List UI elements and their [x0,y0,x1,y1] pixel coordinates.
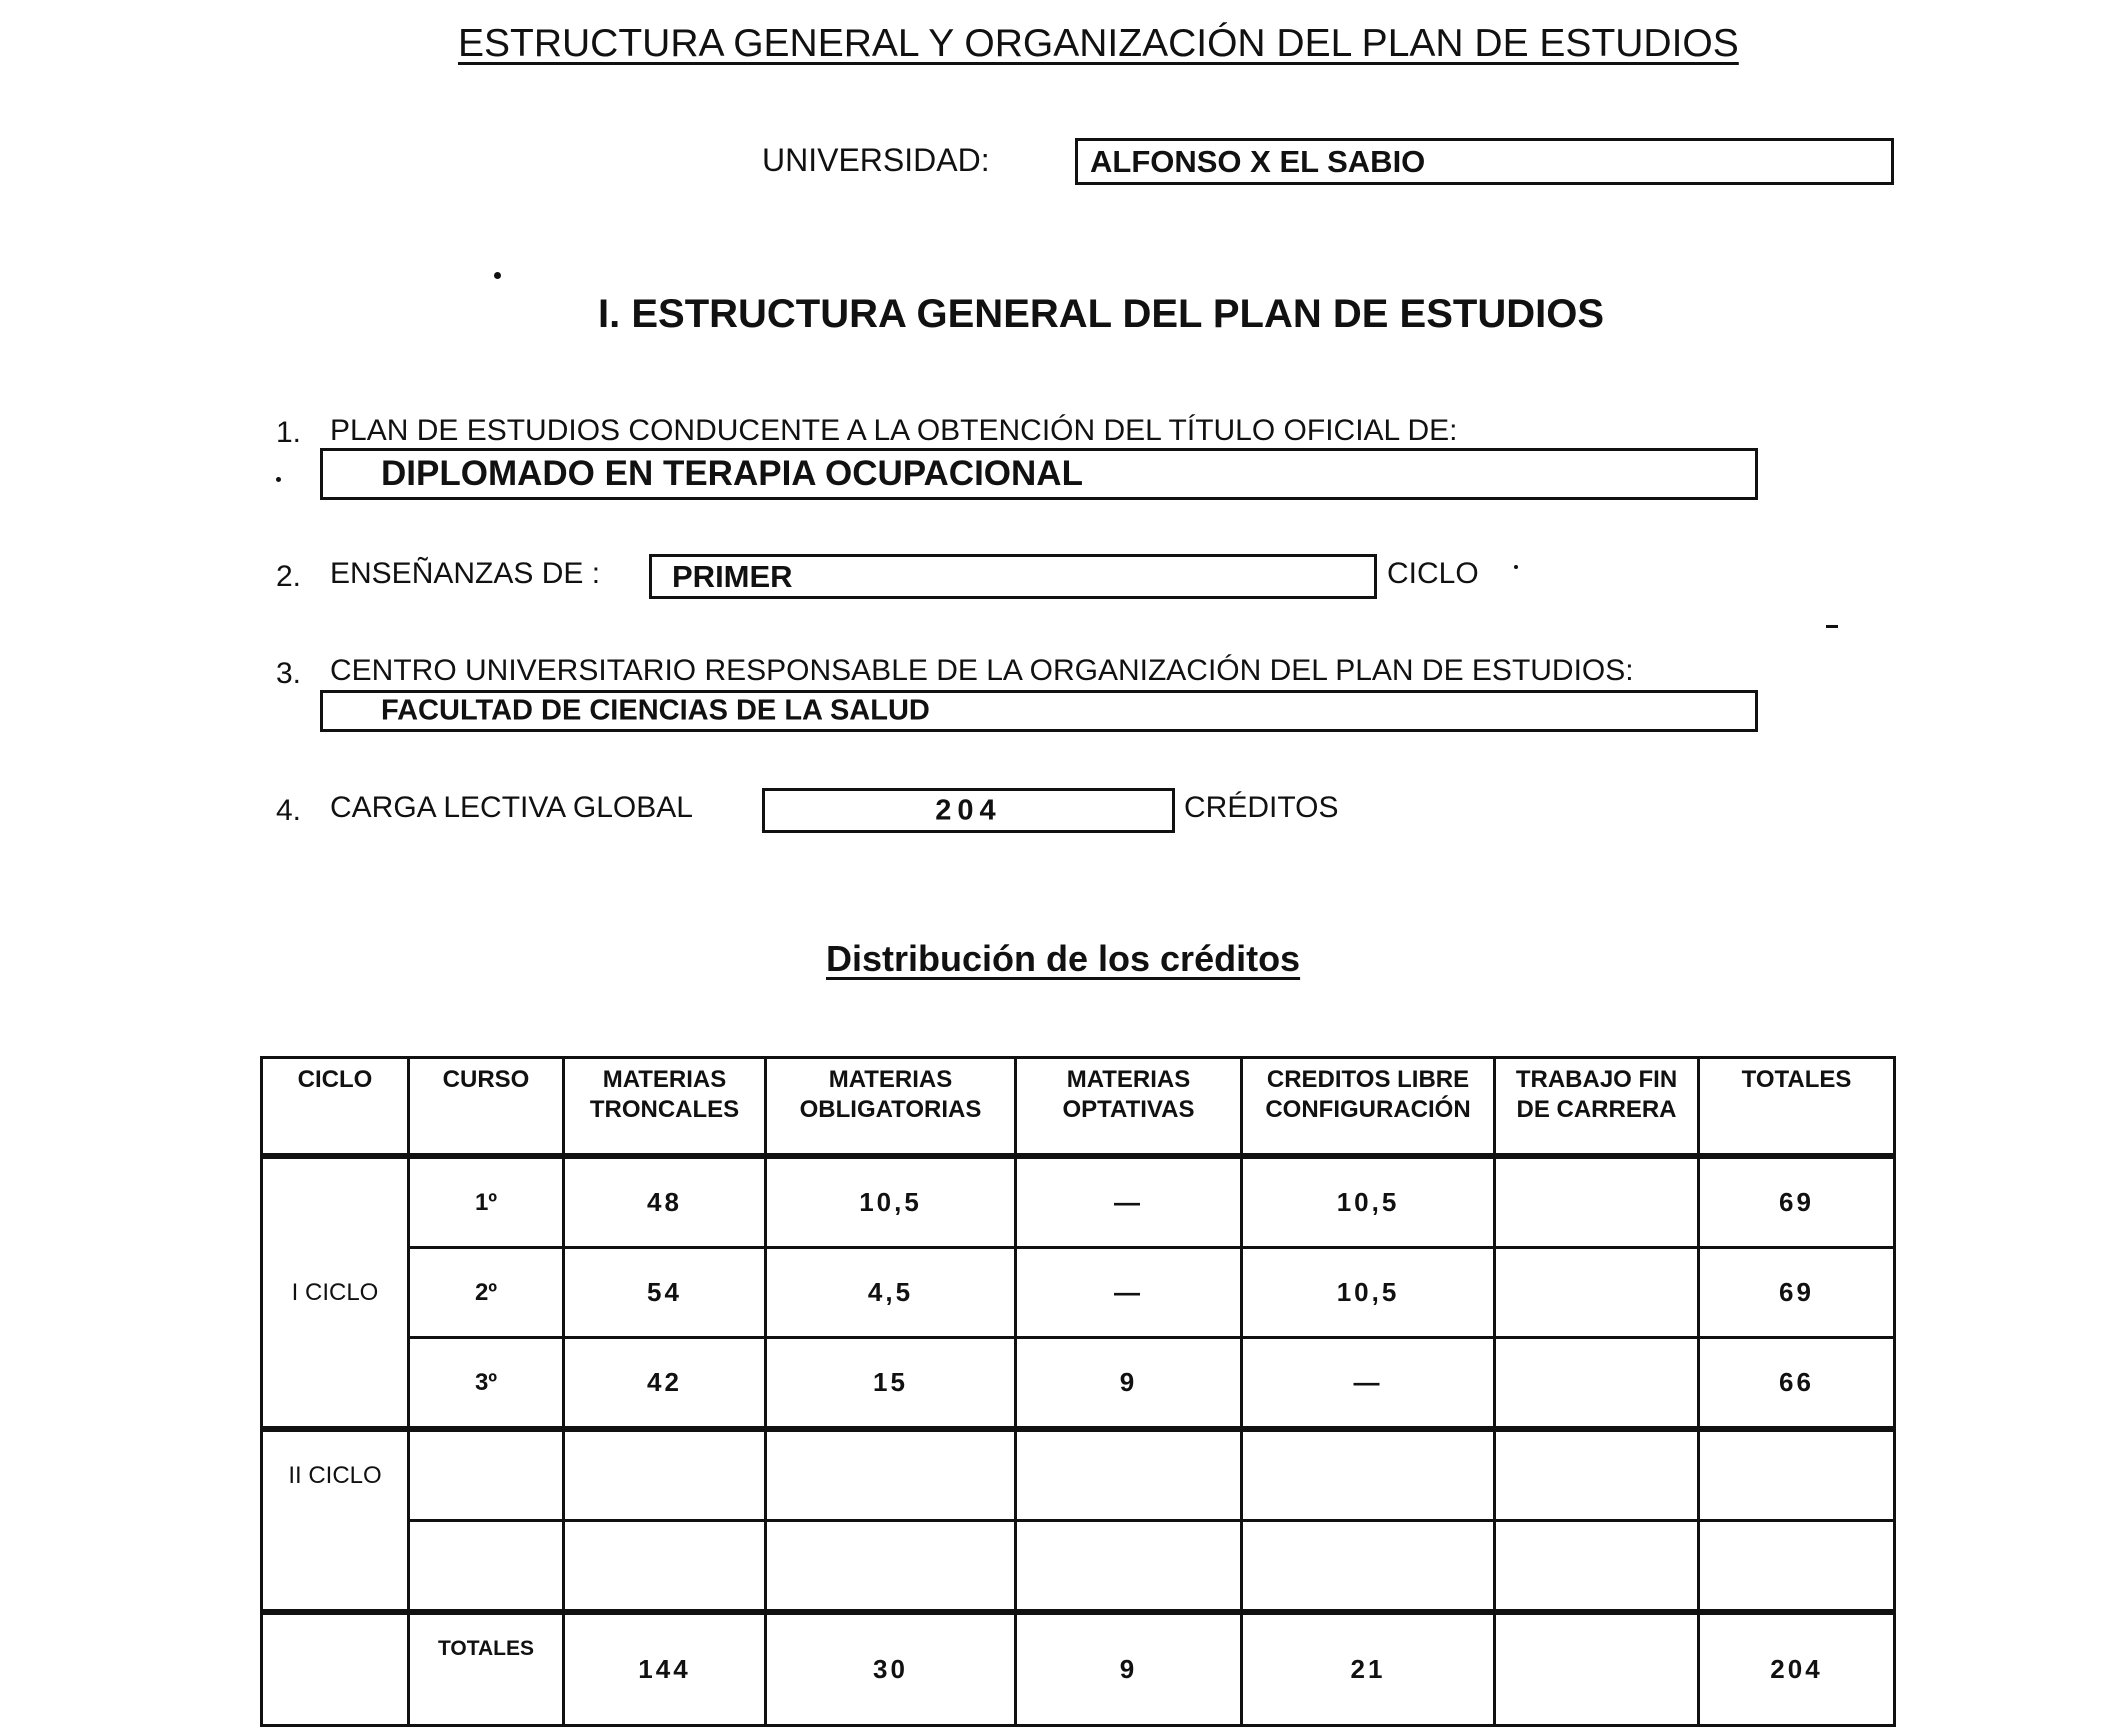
cell-totales: 69 [1699,1248,1895,1338]
cell-totales: 69 [1699,1156,1895,1248]
cell-obligatorias: 4,5 [766,1248,1016,1338]
item2-label: ENSEÑANZAS DE : [330,557,601,590]
header-trabajo-fin: TRABAJO FIN DE CARRERA [1495,1058,1699,1157]
item3-label: CENTRO UNIVERSITARIO RESPONSABLE DE LA ORGANIZACIÓN DEL PLAN DE ESTUDIOS: [330,654,1634,687]
cell-libre: 10,5 [1242,1156,1495,1248]
cell-troncales: 42 [564,1338,766,1430]
total-libre: 21 [1242,1612,1495,1726]
item1-box [320,448,1758,500]
header-totales: TOTALES [1699,1058,1895,1157]
table-totals-row [262,1612,1895,1726]
header-troncales: MATERIAS TRONCALES [564,1058,766,1157]
header-obligatorias: MATERIAS OBLIGATORIAS [766,1058,1016,1157]
cell-libre: — [1242,1338,1495,1430]
table-header-row [262,1058,1895,1157]
cell-trabajo [1495,1156,1699,1248]
item4-value: 204 [935,794,1002,826]
total-optativas: 9 [1016,1612,1242,1726]
cell-totales: 66 [1699,1338,1895,1430]
header-optativas: MATERIAS OPTATIVAS [1016,1058,1242,1157]
cell-troncales: 48 [564,1156,766,1248]
empty-cell [766,1521,1016,1613]
empty-cell [766,1429,1016,1521]
table-row [262,1248,1895,1338]
scan-speck [1514,565,1518,569]
scan-speck [1826,625,1838,628]
empty-cell [1016,1429,1242,1521]
universidad-box [1075,138,1894,185]
table-row [262,1429,1895,1521]
header-libre-configuracion: CREDITOS LIBRE CONFIGURACIÓN [1242,1058,1495,1157]
universidad-value: ALFONSO X EL SABIO [1090,143,1426,179]
item1-value: DIPLOMADO EN TERAPIA OCUPACIONAL [381,454,1083,493]
totals-label: TOTALES [409,1612,564,1726]
item4-number: 4. [276,794,302,827]
total-totales: 204 [1699,1612,1895,1726]
universidad-label: UNIVERSIDAD: [762,142,990,178]
total-trabajo [1495,1612,1699,1726]
empty-cell [1699,1521,1895,1613]
empty-cell [564,1521,766,1613]
empty-cell [1242,1521,1495,1613]
cell-curso: 1º [409,1156,564,1248]
ciclo1-label: I CICLO [262,1156,409,1429]
item4-label: CARGA LECTIVA GLOBAL [330,791,693,824]
ciclo2-label: II CICLO [262,1429,409,1612]
empty-cell [1495,1521,1699,1613]
item1-label: PLAN DE ESTUDIOS CONDUCENTE A LA OBTENCIÓN DEL TÍTULO OFICIAL DE: [330,414,1458,447]
table-row [262,1156,1895,1248]
cell-curso: 2º [409,1248,564,1338]
empty-cell [409,1429,564,1521]
cell-optativas: — [1016,1248,1242,1338]
distribution-title: Distribución de los créditos [826,938,1301,979]
item2-value: PRIMER [672,558,793,594]
item3-number: 3. [276,657,302,690]
cell-obligatorias: 10,5 [766,1156,1016,1248]
section-title: I. ESTRUCTURA GENERAL DEL PLAN DE ESTUDIOS [598,292,1605,336]
item3-value: FACULTAD DE CIENCIAS DE LA SALUD [381,694,930,727]
item2-suffix: CICLO [1387,557,1479,590]
main-title: ESTRUCTURA GENERAL Y ORGANIZACIÓN DEL PLAN DE ESTUDIOS [458,22,1739,65]
empty-cell [1495,1429,1699,1521]
empty-cell [1699,1429,1895,1521]
credits-table [260,1056,1896,1727]
cell-optativas: — [1016,1156,1242,1248]
header-ciclo: CICLO [262,1058,409,1157]
item3-box [320,690,1758,732]
empty-cell [1016,1521,1242,1613]
cell-libre: 10,5 [1242,1248,1495,1338]
item2-box [649,554,1377,599]
item2-number: 2. [276,560,302,593]
total-obligatorias: 30 [766,1612,1016,1726]
table-row [262,1521,1895,1613]
empty-cell [1242,1429,1495,1521]
cell-curso: 3º [409,1338,564,1430]
total-troncales: 144 [564,1612,766,1726]
cell-troncales: 54 [564,1248,766,1338]
cell-optativas: 9 [1016,1338,1242,1430]
cell-trabajo [1495,1338,1699,1430]
item4-suffix: CRÉDITOS [1184,791,1339,824]
scan-speck [494,272,501,279]
empty-cell [409,1521,564,1613]
scan-speck [276,477,281,482]
cell-obligatorias: 15 [766,1338,1016,1430]
item4-box [762,788,1175,833]
cell-trabajo [1495,1248,1699,1338]
empty-cell [564,1429,766,1521]
item1-number: 1. [276,416,302,449]
header-curso: CURSO [409,1058,564,1157]
table-row [262,1338,1895,1430]
empty-cell [262,1612,409,1726]
